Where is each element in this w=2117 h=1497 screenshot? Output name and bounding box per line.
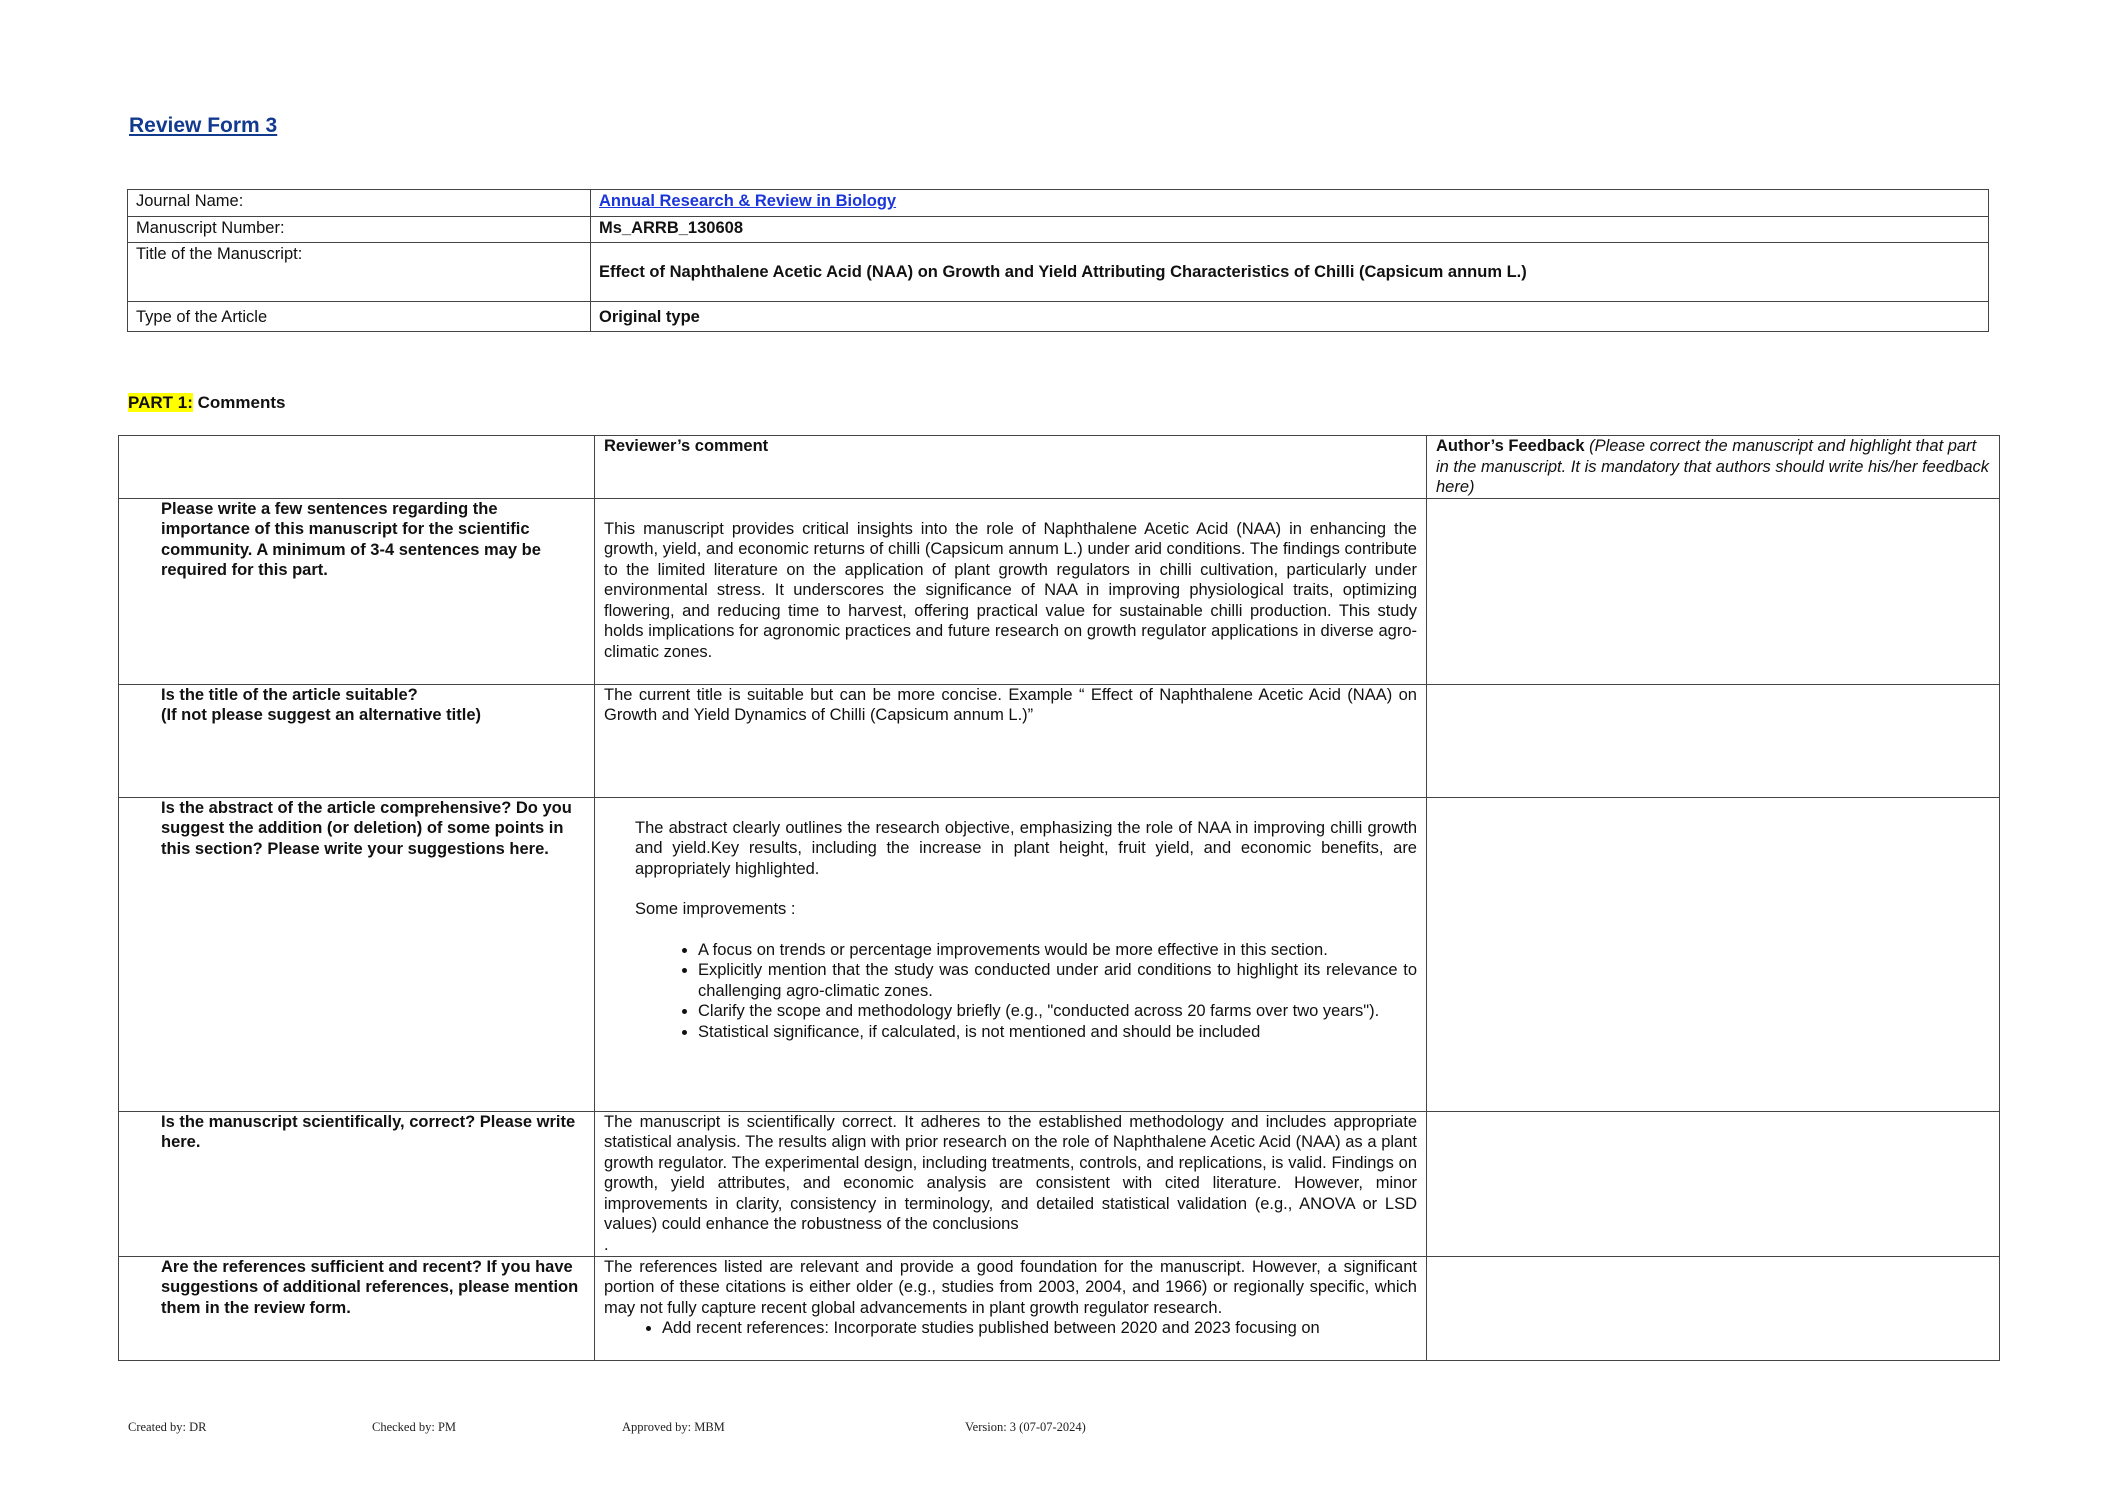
- table-row: [119, 498, 2000, 684]
- footer-version: Version: 3 (07-07-2024): [965, 1420, 1086, 1434]
- table-row: [119, 1111, 2000, 1256]
- reviewer-comment: The references listed are relevant and provide a good foundation for the manuscript. However, a significant portion of these citations is either older (e.g., studies from 2003, 2004, and 1966) or regionally specific, which may not fully capture recent global advancements in plant growth regulator research. • Add recent references: Incorporate studies published between 2020 and 2023 focusing on: [595, 1256, 1427, 1360]
- list-item: • Add recent references: Incorporate studies published between 2020 and 2023 focusing on: [662, 1318, 1417, 1339]
- author-feedback-cell[interactable]: [1427, 684, 2000, 797]
- question: Please write a few sentences regarding the importance of this manuscript for the scientific community. A minimum of 3-4 sentences may be required for this part.: [119, 498, 595, 684]
- footer-checked: Checked by: PM: [372, 1420, 457, 1434]
- list-item: • A focus on trends or percentage improvements would be more effective in this section.: [698, 940, 1417, 961]
- comments-table: [118, 435, 2000, 1361]
- info-label: Type of the Article: [128, 302, 591, 332]
- info-row-manuscript-number: [128, 217, 1989, 243]
- author-feedback-cell[interactable]: [1427, 797, 2000, 1111]
- author-feedback-cell[interactable]: [1427, 1111, 2000, 1256]
- table-row: [119, 797, 2000, 1111]
- reviewer-comment: The manuscript is scientifically correct. It adheres to the established methodology and includes appropriate statistical analysis. The results align with prior research on the role of Naphthalene Acetic Acid (NAA) as a plant growth regulator. The experimental design, including treatments, controls, and replications, is valid. Findings on growth, yield attributes, and economic analysis are consistent with cited literature. However, minor improvements in clarity, consistency in terminology, and detailed statistical validation (e.g., ANOVA or LSD values) could enhance the robustness of the conclusions .: [595, 1111, 1427, 1256]
- info-label: Title of the Manuscript:: [128, 243, 591, 302]
- part-title: Comments: [197, 393, 286, 412]
- author-feedback-header: Author’s Feedback (Please correct the manuscript and highlight that part in the manuscript. It is mandatory that authors should write his/her feedback here): [1427, 436, 2000, 499]
- footer-created: Created by: DR: [128, 1420, 207, 1434]
- manuscript-info-table: [127, 189, 1989, 332]
- page-title: Review Form 3: [129, 114, 278, 137]
- reviewer-comment: This manuscript provides critical insights into the role of Naphthalene Acetic Acid (NAA) in enhancing the growth, yield, and economic returns of chilli (Capsicum annum L.) under arid conditions. The findings contribute to the limited literature on the application of plant growth regulators in chilli cultivation, particularly under environmental stress. It underscores the significance of NAA in improving physiological traits, optimizing flowering, and reducing time to harvest, offering practical value for sustainable chilli production. This study holds implications for agronomic practices and future research on growth regulator applications in diverse agro-climatic zones.: [595, 498, 1427, 684]
- list-item: • Clarify the scope and methodology briefly (e.g., "conducted across 20 farms over two years").: [698, 1001, 1417, 1022]
- comments-header-row: [119, 436, 2000, 499]
- question: Is the abstract of the article comprehensive? Do you suggest the addition (or deletion) of some points in this section? Please write your suggestions here.: [119, 797, 595, 1111]
- info-row-journal: [128, 190, 1989, 217]
- info-row-article-type: [128, 302, 1989, 332]
- list-item: • Explicitly mention that the study was conducted under arid conditions to highlight its relevance to challenging agro-climatic zones.: [698, 960, 1417, 1001]
- reference-suggestion-list: [604, 1318, 1417, 1339]
- manuscript-title: Effect of Naphthalene Acetic Acid (NAA) on Growth and Yield Attributing Characteristics of Chilli (Capsicum annum L.): [591, 243, 1989, 302]
- journal-link[interactable]: Annual Research & Review in Biology: [599, 192, 897, 210]
- improvement-list: [635, 940, 1417, 1043]
- reviewer-comment: The current title is suitable but can be more concise. Example “ Effect of Naphthalene Acetic Acid (NAA) on Growth and Yield Dynamics of Chilli (Capsicum annum L.)”: [595, 684, 1427, 797]
- info-row-title: [128, 243, 1989, 302]
- reviewer-comment: The abstract clearly outlines the research objective, emphasizing the role of NAA in improving chilli growth and yield.Key results, including the increase in plant height, fruit yield, and economic benefits, are appropriately highlighted. Some improvements : • A focus on trends or percentage improvements would be more effective in this section. • Explicitly mention that the study was conducted under arid conditions to highlight its relevance to challenging agro-climatic zones. • Clarify the scope and methodology briefly (e.g., "conducted across 20 farms over two years"). • Statistical significance, if calculated, is not mentioned and should be included: [595, 797, 1427, 1111]
- table-row: [119, 684, 2000, 797]
- part-label: PART 1:: [128, 393, 193, 412]
- reviewer-comment-header: Reviewer’s comment: [595, 436, 1427, 499]
- question: Is the title of the article suitable? (If not please suggest an alternative title): [119, 684, 595, 797]
- article-type: Original type: [591, 302, 1989, 332]
- author-feedback-cell[interactable]: [1427, 498, 2000, 684]
- footer-approved: Approved by: MBM: [622, 1420, 725, 1434]
- manuscript-number: Ms_ARRB_130608: [591, 217, 1989, 243]
- table-row: [119, 1256, 2000, 1360]
- list-item: • Statistical significance, if calculated, is not mentioned and should be included: [698, 1022, 1417, 1043]
- section-heading: [128, 393, 285, 413]
- author-feedback-cell[interactable]: [1427, 1256, 2000, 1360]
- info-label: Journal Name:: [128, 190, 591, 217]
- info-label: Manuscript Number:: [128, 217, 591, 243]
- question: Are the references sufficient and recent? If you have suggestions of additional references, please mention them in the review form.: [119, 1256, 595, 1360]
- question: Is the manuscript scientifically, correct? Please write here.: [119, 1111, 595, 1256]
